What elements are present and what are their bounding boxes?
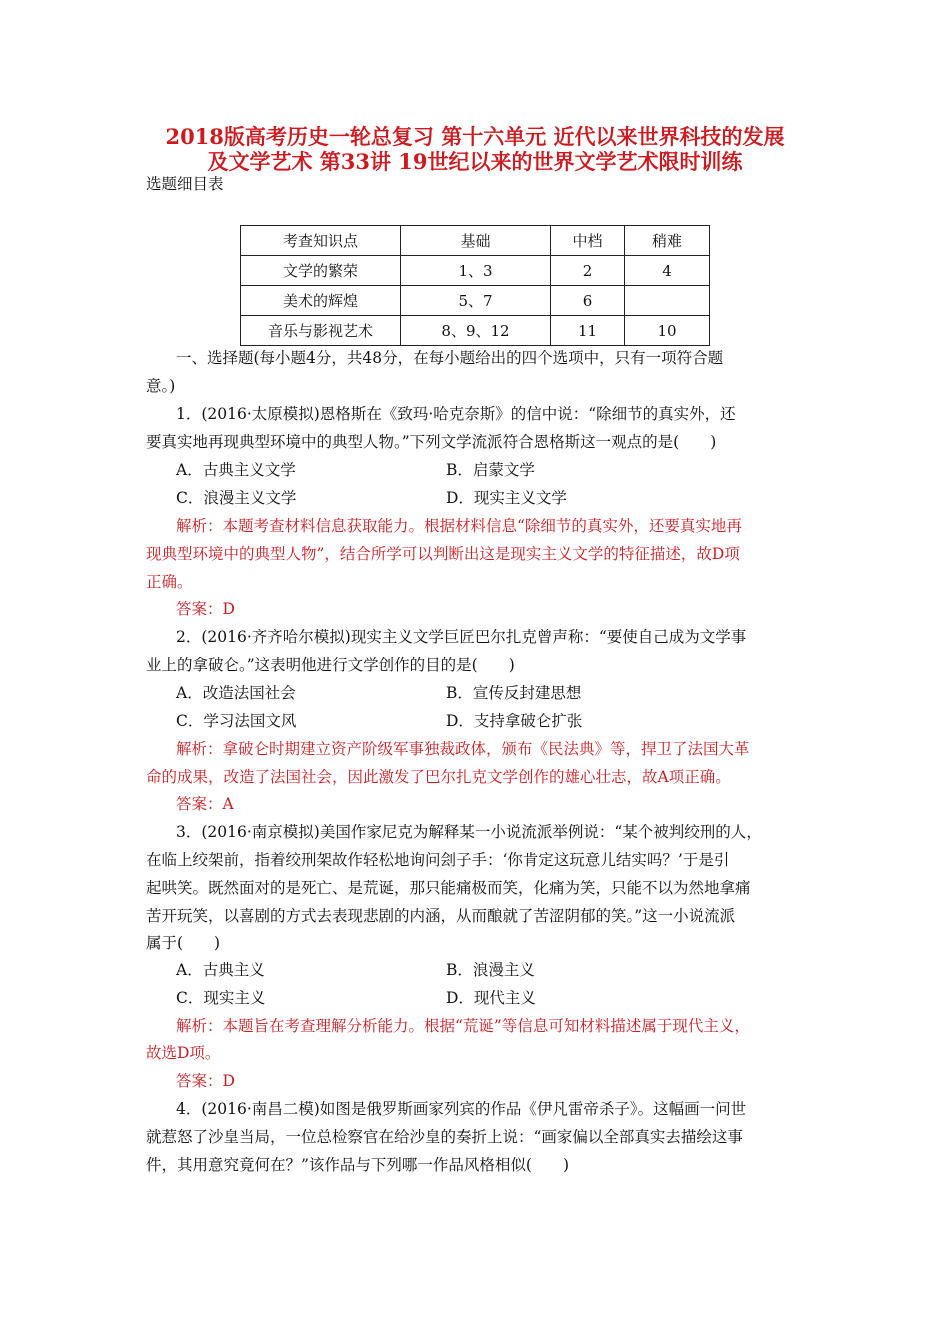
table-header-row [241, 226, 710, 256]
question-4-stem-cont: 就惹怒了沙皇当局，一位总检察官在给沙皇的奏折上说：“画家偏以全部真实去描绘这事 [146, 1128, 743, 1146]
question-2-stem-cont: 业上的拿破仑。”这表明他进行文学创作的目的是( ) [146, 656, 515, 674]
question-1-explanation: 解析：本题考查材料信息获取能力。根据材料信息“除细节的真实外，还要真实地再 [176, 517, 742, 535]
table-row [241, 316, 710, 346]
table-caption: 选题细目表 [146, 175, 224, 193]
question-2-answer: 答案：A [176, 795, 234, 813]
question-1-stem-cont: 要真实地再现典型环境中的典型人物。”下列文学流派符合恩格斯这一观点的是( ) [146, 433, 717, 451]
question-1-explanation-cont: 现典型环境中的典型人物”，结合所学可以判断出这是现实主义文学的特征描述，故D项 [146, 545, 740, 563]
section-heading-cont: 意。) [146, 377, 176, 395]
table-row [241, 286, 710, 316]
question-1-stem: 1．(2016·太原模拟)恩格斯在《致玛·哈克奈斯》的信中说：“除细节的真实外，还 [176, 405, 736, 423]
question-1-option-d: D．现实主义文学 [446, 489, 567, 507]
question-2-option-c: C．学习法国文风 [176, 712, 297, 730]
question-3-stem: 3．(2016·南京模拟)美国作家尼克为解释某一小说流派举例说：“某个被判绞刑的人， [176, 823, 762, 841]
question-2-option-b: B．宣传反封建思想 [446, 684, 582, 702]
table-header-cell: 中档 [551, 226, 625, 256]
table-cell: 4 [625, 256, 710, 286]
question-3-explanation-cont: 故选D项。 [146, 1044, 221, 1062]
table-cell [625, 286, 710, 316]
question-1-option-a: A．古典主义文学 [176, 461, 296, 479]
question-1-option-b: B．启蒙文学 [446, 461, 535, 479]
question-2-stem: 2．(2016·齐齐哈尔模拟)现实主义文学巨匠巴尔扎克曾声称：“要使自己成为文学事 [176, 628, 747, 646]
question-4-stem-cont: 件，其用意究竟何在？”该作品与下列哪一作品风格相似( ) [146, 1156, 570, 1174]
table-cell: 音乐与影视艺术 [241, 316, 401, 346]
question-1-answer: 答案：D [176, 600, 235, 618]
table-header-cell: 考查知识点 [241, 226, 401, 256]
document-title [100, 124, 850, 174]
table-header-cell: 稍难 [625, 226, 710, 256]
table-cell: 美术的辉煌 [241, 286, 401, 316]
question-3-option-d: D．现代主义 [446, 989, 536, 1007]
question-2-explanation-cont: 命的成果，改造了法国社会，因此激发了巴尔扎克文学创作的雄心壮志，故A项正确。 [146, 768, 731, 786]
question-3-stem-cont: 苦开玩笑，以喜剧的方式去表现悲剧的内涵，从而酿就了苦涩阴郁的笑。”这一小说流派 [146, 907, 736, 925]
table-cell: 10 [625, 316, 710, 346]
question-3-option-c: C．现实主义 [176, 989, 266, 1007]
table-cell: 文学的繁荣 [241, 256, 401, 286]
title-line-1: 2018版高考历史一轮总复习 第十六单元 近代以来世界科技的发展 [165, 124, 785, 149]
question-1-explanation-cont: 正确。 [146, 573, 193, 591]
question-2-option-a: A．改造法国社会 [176, 684, 296, 702]
table-cell: 5、7 [401, 286, 551, 316]
question-3-stem-cont: 属于( ) [146, 934, 221, 952]
question-3-stem-cont: 起哄笑。既然面对的是死亡、是荒诞，那只能痛极而笑，化痛为笑，只能不以为然地拿痛 [146, 879, 751, 897]
table-header-cell: 基础 [401, 226, 551, 256]
question-3-option-a: A．古典主义 [176, 961, 265, 979]
question-2-option-d: D．支持拿破仑扩张 [446, 712, 583, 730]
question-3-answer: 答案：D [176, 1072, 235, 1090]
question-3-option-b: B．浪漫主义 [446, 961, 535, 979]
table-row [241, 256, 710, 286]
table-cell: 11 [551, 316, 625, 346]
table-cell: 6 [551, 286, 625, 316]
table-cell: 1、3 [401, 256, 551, 286]
topic-table [240, 225, 710, 346]
table-cell: 2 [551, 256, 625, 286]
question-3-stem-cont: 在临上绞架前，指着绞刑架故作轻松地询问刽子手：‘你肯定这玩意儿结实吗？’于是引 [146, 851, 730, 869]
section-heading: 一、选择题(每小题4分，共48分，在每小题给出的四个选项中，只有一项符合题 [176, 349, 724, 367]
question-1-option-c: C．浪漫主义文学 [176, 489, 297, 507]
table-cell: 8、9、12 [401, 316, 551, 346]
question-4-stem: 4．(2016·南昌二模)如图是俄罗斯画家列宾的作品《伊凡雷帝杀子》。这幅画一问世 [176, 1100, 747, 1118]
title-line-2: 及文学艺术 第33讲 19世纪以来的世界文学艺术限时训练 [207, 149, 743, 174]
question-2-explanation: 解析：拿破仑时期建立资产阶级军事独裁政体，颁布《民法典》等，捍卫了法国大革 [176, 740, 750, 758]
question-3-explanation: 解析：本题旨在考查理解分析能力。根据“荒诞”等信息可知材料描述属于现代主义， [176, 1017, 750, 1035]
